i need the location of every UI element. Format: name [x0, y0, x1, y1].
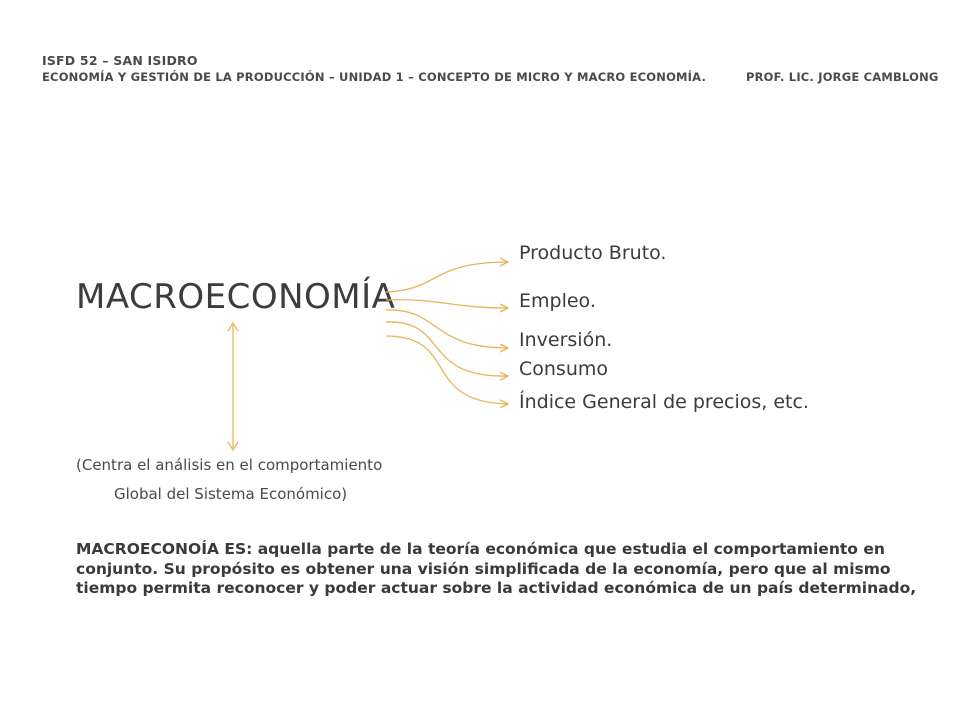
- header-professor: PROF. LIC. JORGE CAMBLONG: [746, 70, 939, 84]
- arrow-producto-bruto: [386, 262, 508, 292]
- list-item-empleo: Empleo.: [519, 290, 596, 312]
- list-item-inversion: Inversión.: [519, 329, 613, 351]
- list-item-consumo: Consumo: [519, 358, 609, 380]
- note-line-1: (Centra el análisis en el comportamiento: [76, 456, 383, 474]
- header-institution: ISFD 52 – SAN ISIDRO: [42, 53, 198, 68]
- arrow-inversion: [386, 310, 508, 348]
- arrow-empleo: [386, 300, 508, 308]
- arrow-indice-precios: [386, 336, 508, 404]
- note-line-2: Global del Sistema Económico): [114, 485, 348, 503]
- arrow-consumo: [386, 322, 508, 376]
- list-item-indice-precios: Índice General de precios, etc.: [519, 391, 809, 413]
- slide-title: MACROECONOMÍA: [76, 277, 396, 317]
- definition-paragraph: MACROECONOÍA ES: aquella parte de la teoría económica que estudia el comportamiento en conjunto. Su propósito es obtener una visión simplificada de la economía, pero que al mismo tiempo permita reconocer y poder actuar sobre la actividad económica de un país determinado,: [76, 540, 917, 597]
- header-course: ECONOMÍA Y GESTIÓN DE LA PRODUCCIÓN – UNIDAD 1 – CONCEPTO DE MICRO Y MACRO ECONOMÍA.: [42, 70, 707, 84]
- list-item-producto-bruto: Producto Bruto.: [519, 242, 667, 264]
